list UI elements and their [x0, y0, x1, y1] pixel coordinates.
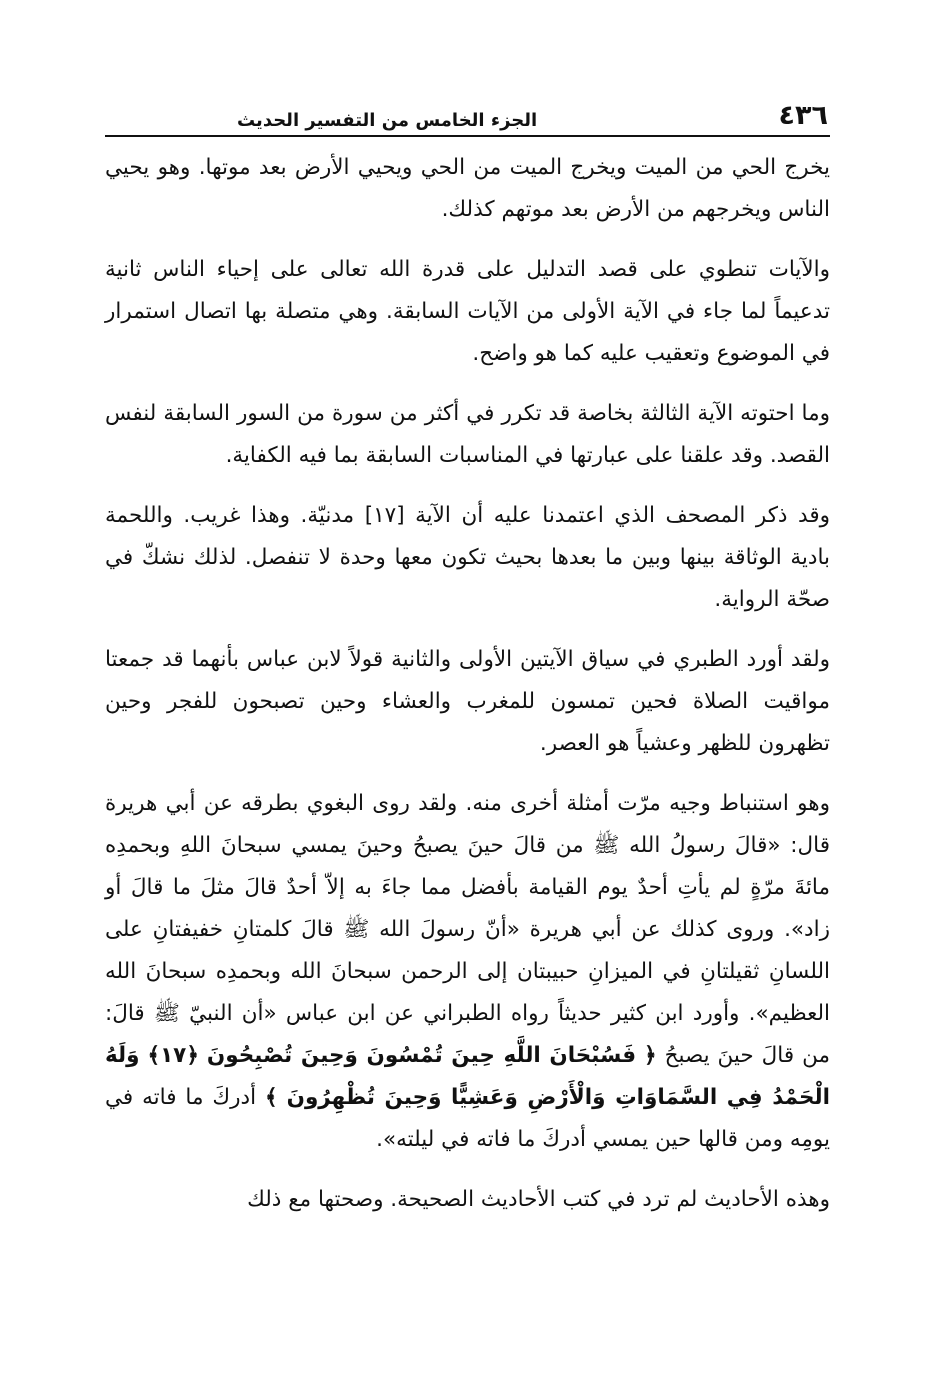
quran-verse-17: فَسُبْحَانَ اللَّهِ حِينَ تُمْسُونَ وَحِينَ تُصْبِحُونَ	[206, 1043, 637, 1068]
paragraph-4: وقد ذكر المصحف الذي اعتمدنا عليه أن الآية [١٧] مدنيّة. وهذا غريب. واللحمة بادية الوثاقة بينها وبين ما بعدها بحيث تكون معها وحدة لا تنفصل. لذلك نشكّ في صحّة الرواية.	[105, 503, 831, 612]
paragraph-2: والآيات تنطوي على قصد التدليل على قدرة الله تعالى على إحياء الناس ثانية تدعيماً لما جاء في الآية الأولى من الآيات السابقة. وهي متصلة بها اتصال استمرار في الموضوع وتعقيب عليه كما هو واضح.	[105, 257, 830, 366]
quran-verse-18: وَلَهُ الْحَمْدُ فِي السَّمَاوَاتِ وَالْأَرْضِ وَعَشِيًّا وَحِينَ تُظْهِرُونَ	[105, 1043, 830, 1110]
quran-close-bracket: ﴾	[265, 1085, 278, 1110]
running-title: الجزء الخامس من التفسير الحديث	[237, 110, 538, 131]
page-header	[105, 95, 830, 137]
paragraph-3: وما احتوته الآية الثالثة بخاصة قد تكرر في أكثر من سورة من السور السابقة لنفس القصد. وقد علقنا على عبارتها في المناسبات السابقة بما فيه الكفاية.	[105, 401, 830, 468]
page-number: ٤٣٦	[778, 100, 828, 131]
paragraph-7: وهذه الأحاديث لم ترد في كتب الأحاديث الصحيحة. وصحتها مع ذلك	[247, 1187, 830, 1212]
hadith-conclusion: أدركَ ما فاته في يومِه ومن قالها حين يمسي أدركَ ما فاته في ليلته».	[105, 1085, 830, 1152]
paragraph-5: ولقد أورد الطبري في سياق الآيتين الأولى والثانية قولاً لابن عباس بأنهما قد جمعتا مواقيت الصلاة فحين تمسون للمغرب والعشاء وحين تصبحون للفجر وحين تظهرون للظهر وعشياً هو العصر.	[105, 647, 830, 756]
paragraph-6	[105, 783, 830, 1161]
quran-open-bracket: ﴿	[644, 1043, 657, 1068]
paragraph-1: يخرج الحي من الميت ويخرج الميت من الحي ويحيي الأرض بعد موتها. وهو يحيي الناس ويخرجهم من الأرض بعد موتهم كذلك.	[105, 155, 830, 222]
page-body	[105, 147, 830, 1221]
book-page	[105, 95, 830, 1239]
hadith-text: وهو استنباط وجيه مرّت أمثلة أخرى منه. ولقد روى البغوي بطرقه عن أبي هريرة قال: «قالَ رسولُ الله ﷺ من قالَ حينَ يصبحُ وحينَ يمسي سبحانَ اللهِ وبحمدِه مائةَ مرّةٍ لم يأتِ أحدٌ يوم القيامة بأفضل مما جاءَ به إلاّ أحدٌ قالَ مثلَ ما قالَ أو زاد». وروى كذلك عن أبي هريرة «أنّ رسولَ الله ﷺ قالَ كلمتانِ خفيفتانِ على اللسانِ ثقيلتانِ في الميزانِ حبيبتان إلى الرحمن سبحانَ الله وبحمدِه سبحانَ الله العظيم». وأورد ابن كثير حديثاً رواه الطبراني عن ابن عباس «أن النبيّ ﷺ قالَ: من قالَ حينَ يصبحُ	[105, 791, 830, 1068]
verse-number-marker: ﴿١٧﴾	[147, 1043, 199, 1068]
